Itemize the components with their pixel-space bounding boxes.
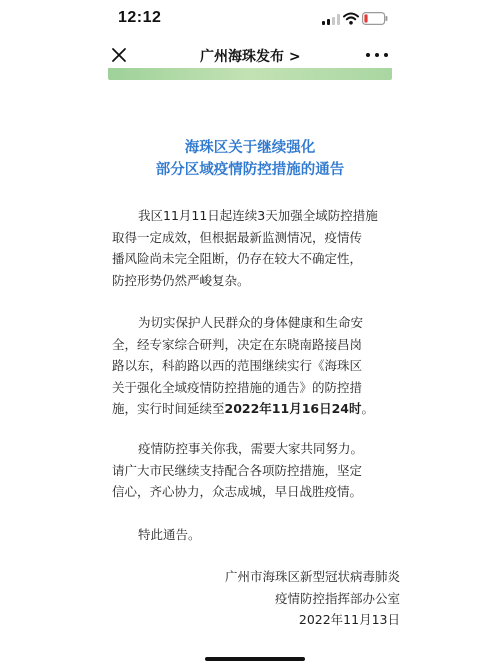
home-indicator[interactable] (205, 657, 305, 661)
paragraph-line (112, 398, 412, 420)
paragraph-line: 请广大市民继续支持配合各项防控措施，坚定 (112, 462, 363, 478)
header-banner-image (108, 68, 392, 80)
paragraph-line: 疫情防控事关你我，需要大家共同努力。 (138, 441, 364, 456)
paragraph-line: 信心，齐心协力，众志成城，早日战胜疫情。 (112, 484, 363, 499)
issuer-signature (180, 566, 400, 631)
more-icon[interactable] (366, 53, 388, 59)
account-name: 广州海珠发布 (200, 49, 284, 65)
article-paragraph-4 (112, 524, 412, 546)
paragraph-line: 为切实保护人民群众的身体健康和生命安 (138, 315, 364, 330)
issue-date: 2022年11月13日 (298, 612, 400, 627)
chevron-right-icon: > (288, 49, 301, 65)
wifi-icon (343, 12, 359, 25)
article-paragraph-2 (112, 312, 412, 420)
article-title-line: 部分区域疫情防控措施的通告 (155, 162, 345, 178)
paragraph-line: 关于强化全域疫情防控措施的通告》的防控措 (112, 379, 363, 395)
account-title[interactable] (200, 46, 330, 66)
paragraph-line: 我区11月11日起连续3天加强全域防控措施 (138, 208, 378, 223)
paragraph-line: 特此通告。 (138, 527, 201, 542)
status-bar (0, 0, 500, 36)
issuer-name-line: 广州市海珠区新型冠状病毒肺炎 (224, 569, 400, 584)
paragraph-line: 防控形势仍然严峻复杂。 (112, 272, 250, 288)
issuer-name-line: 疫情防控指挥部办公室 (274, 590, 400, 606)
article-title-line: 海珠区关于继续强化 (184, 140, 316, 156)
close-icon[interactable] (110, 46, 128, 64)
paragraph-text: 。 (361, 401, 375, 416)
status-time: 12:12 (118, 9, 162, 26)
paragraph-line: 播风险尚未完全阻断，仍存在较大不确定性， (112, 251, 363, 266)
paragraph-line: 全，经专家综合研判，决定在东晓南路接昌岗 (112, 336, 363, 352)
article-paragraph-3 (112, 438, 412, 503)
paragraph-line: 取得一定成效，但根据最新监测情况，疫情传 (112, 229, 363, 245)
battery-icon (362, 12, 388, 25)
article-paragraph-1 (112, 205, 412, 291)
effective-until-date: 2022年11月16日24时 (224, 401, 362, 416)
signal-icon (322, 14, 340, 25)
article-title (100, 137, 400, 181)
paragraph-line: 路以东，科韵路以西的范围继续实行《海珠区 (112, 358, 363, 373)
paragraph-text: 施，实行时间延续至 (112, 401, 225, 416)
